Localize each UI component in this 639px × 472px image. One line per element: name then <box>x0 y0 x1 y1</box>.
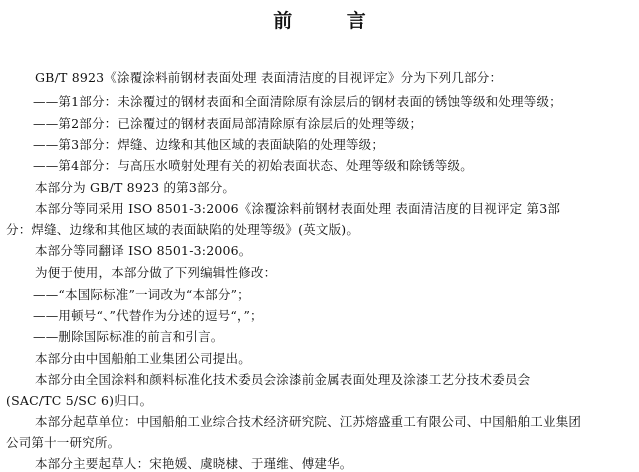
paragraph-translation: 本部分等同翻译 ISO 8501-3:2006。 <box>35 243 252 258</box>
list-item-edit-1: ——“本国际标准”一词改为“本部分”； <box>33 287 250 302</box>
paragraph-edits-intro: 为便于使用，本部分做了下列编辑性修改： <box>35 265 277 280</box>
paragraph-drafting-units-line-2: 公司第十一研究所。 <box>6 435 121 450</box>
paragraph-committee-line-2: (SAC/TC 5/SC 6)归口。 <box>6 393 153 408</box>
paragraph-adoption-line-1: 本部分等同采用 ISO 8501-3:2006《涂覆涂料前钢材表面处理 表面清洁度的目视评定 第3部 <box>35 201 561 216</box>
paragraph-this-part: 本部分为 GB/T 8923 的第3部分。 <box>35 180 236 195</box>
list-item-part-4: ——第4部分：与高压水喷射处理有关的初始表面状态、处理等级和除锈等级。 <box>33 158 473 173</box>
paragraph-adoption-line-2: 分：焊缝、边缘和其他区域的表面缺陷的处理等级》(英文版)。 <box>6 222 360 237</box>
paragraph-drafters: 本部分主要起草人：宋艳媛、虞晓棣、于瑾维、傅建华。 <box>35 456 353 471</box>
page-title: 前 言 <box>273 10 390 32</box>
list-item-edit-2: ——用顿号“、”代替作为分述的逗号“，”； <box>33 308 263 323</box>
paragraph-committee-line-1: 本部分由全国涂料和颜料标准化技术委员会涂漆前金属表面处理及涂漆工艺分技术委员会 <box>35 372 531 387</box>
paragraph-drafting-units-line-1: 本部分起草单位：中国船舶工业综合技术经济研究院、江苏熔盛重工有限公司、中国船舶工业集团 <box>35 414 582 429</box>
list-item-part-1: ——第1部分：未涂覆过的钢材表面和全面清除原有涂层后的钢材表面的锈蚀等级和处理等级； <box>33 94 562 109</box>
list-item-part-2: ——第2部分：已涂覆过的钢材表面局部清除原有涂层后的处理等级； <box>33 116 423 131</box>
paragraph-parts-intro: GB/T 8923《涂覆涂料前钢材表面处理 表面清洁度的目视评定》分为下列几部分： <box>35 70 503 85</box>
list-item-edit-3: ——删除国际标准的前言和引言。 <box>33 329 224 344</box>
list-item-part-3: ——第3部分：焊缝、边缘和其他区域的表面缺陷的处理等级； <box>33 137 385 152</box>
paragraph-proposer: 本部分由中国船舶工业集团公司提出。 <box>35 351 251 366</box>
